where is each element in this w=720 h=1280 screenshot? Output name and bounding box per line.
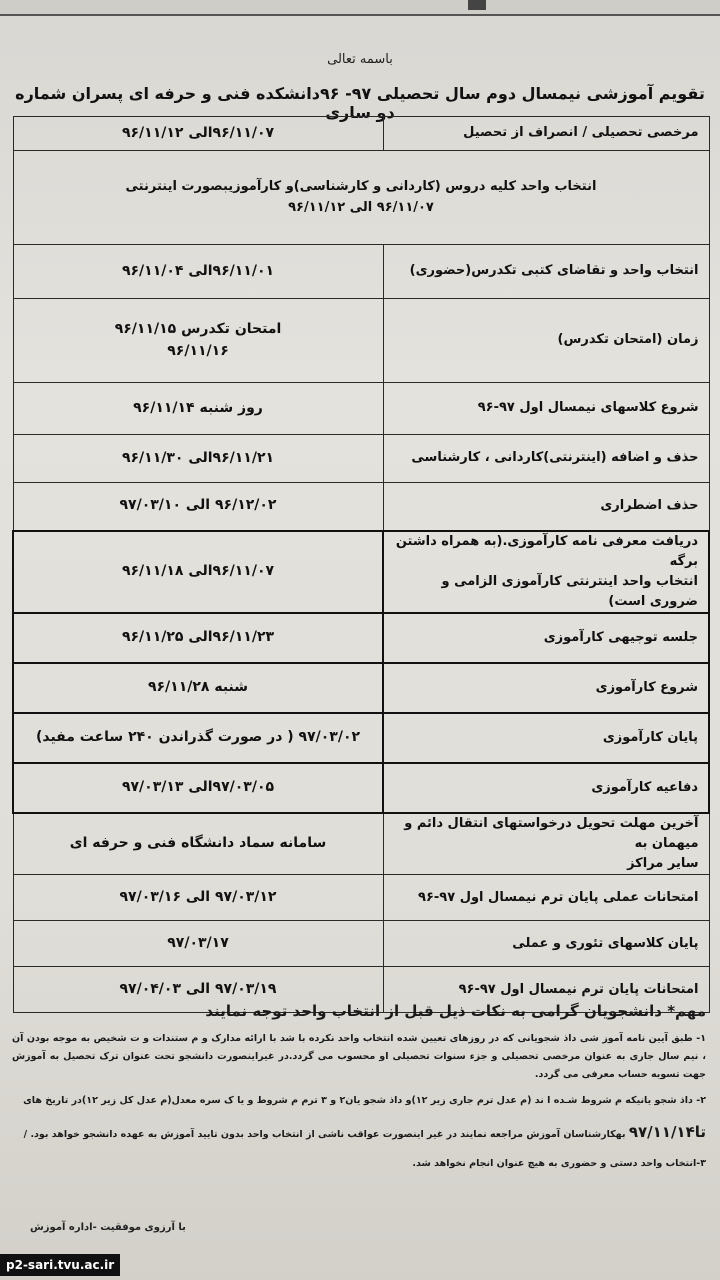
row-value: ۹۶/۱۱/۲۱الی ۹۶/۱۱/۳۰	[13, 435, 383, 483]
table-row	[13, 383, 709, 435]
notes-section	[12, 1002, 706, 1181]
row-value: ۹۷/۰۳/۱۲ الی ۹۷/۰۳/۱۶	[13, 875, 383, 921]
row-value: ۹۷/۰۳/۱۹ الی ۹۷/۰۴/۰۳	[13, 967, 383, 1013]
row-label: زمان (امتحان تکدرس)	[383, 299, 709, 383]
note-2-text: بهکارشناسان آموزش مراجعه نمایند در غیر اینصورت عواقب ناشی از انتخاب واحد بدون تایید آموزش به عهده دانشجو خواهد بود. /	[23, 1129, 626, 1141]
row-label: حذف و اضافه (اینترنتی)کاردانی ، کارشناسی	[383, 435, 709, 483]
academic-calendar-table	[12, 116, 710, 1013]
row-value: ۹۷/۰۳/۱۷	[13, 921, 383, 967]
binder-clip	[468, 0, 486, 10]
row-label: شروع کلاسهای نیمسال اول ۹۷-۹۶	[383, 383, 709, 435]
row-value	[13, 299, 383, 383]
note-2-date: تا۹۷/۱۱/۱۴	[628, 1123, 706, 1142]
top-edge	[0, 0, 720, 16]
row-label-line2: سایر مراکز	[627, 856, 699, 872]
row-label: دفاعیه کارآموزی	[383, 763, 709, 813]
table-row	[13, 713, 709, 763]
site-url-watermark: p2-sari.tvu.ac.ir	[0, 1254, 120, 1276]
note-2-cont	[12, 1118, 706, 1147]
row-label	[383, 531, 709, 614]
table-row	[13, 921, 709, 967]
row-value: ۹۷/۰۳/۰۵الی ۹۷/۰۳/۱۳	[13, 763, 383, 813]
row-label: امتحانات عملی پایان ترم نیمسال اول ۹۷-۹۶	[383, 875, 709, 921]
row-label-line2: انتخاب واحد اینترنتی کارآموزی الزامی و ضروری است)	[441, 573, 698, 609]
note-3: ۳-انتخاب واحد دستی و حضوری به هیچ عنوان انجام نخواهد شد.	[412, 1157, 706, 1169]
row-value: ۹۶/۱۱/۰۷الی ۹۶/۱۱/۱۲	[13, 117, 383, 151]
row-value: ۹۶/۱۲/۰۲ الی ۹۷/۰۳/۱۰	[13, 483, 383, 531]
row-label: شروع کارآموزی	[383, 663, 709, 713]
note-2: ۲- داذ شجو یانیکه م شروط شـده ا ند (م عدل ترم جاری زیر ۱۲)و داذ شجو یان۲ و ۳ ترم م شروط و یا ک سره معدل(م عدل کل زیر ۱۲)در تاریخ های	[23, 1095, 706, 1107]
row-label: مرخصی تحصیلی / انصراف از تحصیل	[383, 117, 709, 151]
row-value: شنبه ۹۶/۱۱/۲۸	[13, 663, 383, 713]
table-row	[13, 663, 709, 713]
row-label: انتخاب واحد و تقاضای کتبی تکدرس(حضوری)	[383, 245, 709, 299]
row-value-line2: ۹۶/۱۱/۱۶	[167, 342, 229, 359]
table-row	[13, 613, 709, 663]
row-label: پایان کلاسهای تئوری و عملی	[383, 921, 709, 967]
table-row	[13, 875, 709, 921]
row-label: حذف اضطراری	[383, 483, 709, 531]
table-row	[13, 435, 709, 483]
row-label-line1: آخرین مهلت تحویل درخواستهای انتقال دائم و میهمان به	[404, 816, 699, 852]
table-row	[13, 299, 709, 383]
row-value: ۹۷/۰۳/۰۲ ( در صورت گذراندن ۲۴۰ ساعت مفید)	[13, 713, 383, 763]
row-full-line1: انتخاب واحد کلیه دروس (کاردانی و کارشناسی)و کارآموزیبصورت اینترنتی	[125, 179, 597, 195]
table-row	[13, 483, 709, 531]
signature: با آرزوی موفقیت -اداره آموزش	[30, 1222, 186, 1233]
row-value: ۹۶/۱۱/۲۳الی ۹۶/۱۱/۲۵	[13, 613, 383, 663]
row-label: امتحانات پایان ترم نیمسال اول ۹۷-۹۶	[383, 967, 709, 1013]
row-label: جلسه توجیهی کارآموزی	[383, 613, 709, 663]
table-row	[13, 531, 709, 614]
row-value-line1: امتحان تکدرس ۹۶/۱۱/۱۵	[114, 320, 282, 337]
row-label	[383, 813, 709, 875]
table-row	[13, 245, 709, 299]
page-title: تقویم آموزشی نیمسال دوم سال تحصیلی ۹۷- ۹۶دانشکده فنی و حرفه ای پسران شماره دو ساری	[15, 84, 705, 122]
table-row	[13, 813, 709, 875]
notes-heading: مهم* دانشجویان گرامی به نکات ذیل قبل از انتخاب واحد توجه نمایند	[205, 1002, 706, 1020]
row-full-line2: ۹۶/۱۱/۰۷ الی ۹۶/۱۱/۱۲	[288, 199, 434, 215]
row-value: روز شنبه ۹۶/۱۱/۱۴	[13, 383, 383, 435]
note-1: ۱- طبق آیین نامه آموز شی داذ شجویانی که در روزهای تعیین شده انتخاب واحد نکرده با شد با ارائه مدارک و م ستندات و ت شخیص به موجه بودن آن ، نیم سال جاری به عنوان مرخصی تحصیلی و جزء سنوات تحصیلی او محسوب می گردد.در غیراینصورت دانشجو تحت عنوان ترک تحصیل به آموزش جهت تسویه حساب معرفی می گردد.	[12, 1033, 706, 1081]
row-full	[13, 151, 709, 245]
row-label: پایان کارآموزی	[383, 713, 709, 763]
table-row	[13, 151, 709, 245]
bismillah: باسمه تعالی	[327, 52, 393, 67]
table-row	[13, 763, 709, 813]
row-value: ۹۶/۱۱/۰۷الی ۹۶/۱۱/۱۸	[13, 531, 383, 614]
table-row	[13, 117, 709, 151]
row-value: ۹۶/۱۱/۰۱الی ۹۶/۱۱/۰۴	[13, 245, 383, 299]
row-label-line1: دریافت معرفی نامه کارآموزی.(به همراه داشتن برگه	[395, 533, 698, 569]
row-value: سامانه سماد دانشگاه فنی و حرفه ای	[13, 813, 383, 875]
